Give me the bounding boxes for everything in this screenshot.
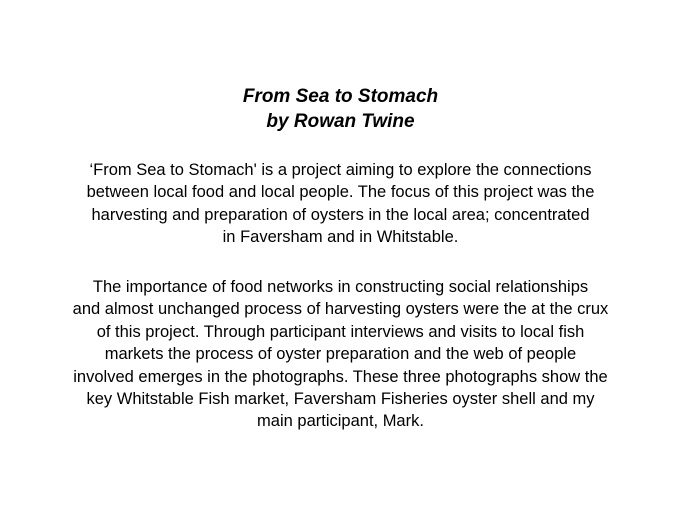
paragraph-line: harvesting and preparation of oysters in the local area; concentrated [91,205,590,224]
paragraph-intro [30,159,651,249]
paragraph-line: key Whitstable Fish market, Faversham Fisheries oyster shell and my [86,390,595,409]
paragraph-line: The importance of food networks in constructing social relationships [92,278,589,296]
document-title: From Sea to Stomach [242,86,439,107]
paragraph-line: involved emerges in the photographs. These three photographs show the [73,367,608,386]
title-block [0,84,681,134]
paragraph-line: between local food and local people. The focus of this project was the [86,183,595,202]
paragraph-line: markets the process of oyster preparation and the web of people [104,345,577,364]
paragraph-line: ‘From Sea to Stomach' is a project aiming to explore the connections [89,161,592,179]
paragraph-line: in Faversham and in Whitstable. [222,228,459,247]
paragraph-line: and almost unchanged process of harvesting oysters were the at the crux [72,300,609,319]
paragraph-details [30,276,651,433]
document-byline: by Rowan Twine [266,111,415,132]
paragraph-line: of this project. Through participant interviews and visits to local fish [96,322,585,341]
paragraph-line: main participant, Mark. [257,412,424,431]
